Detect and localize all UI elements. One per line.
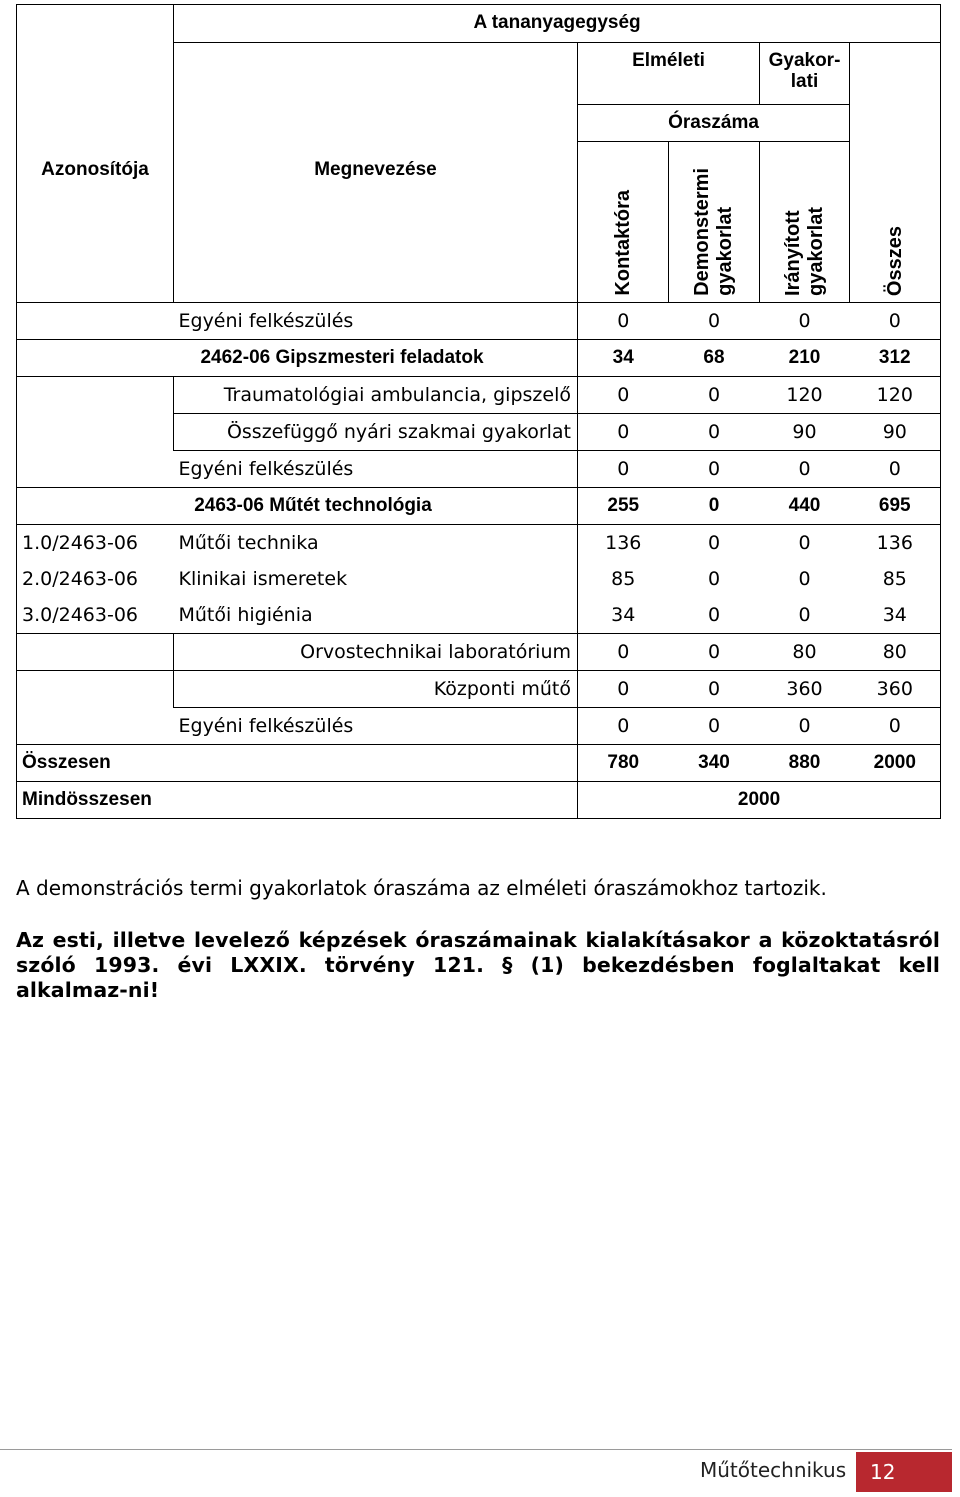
grand-total-row	[17, 782, 941, 819]
row-total: 34	[850, 597, 941, 634]
row-guided: 360	[760, 671, 850, 708]
row-id: 2.0/2463-06	[17, 561, 174, 597]
footer-title: Műtőtechnikus	[700, 1458, 847, 1482]
row-contact: 34	[578, 340, 669, 377]
row-contact: 85	[578, 561, 669, 597]
row-demo: 0	[669, 414, 760, 451]
header-demo: Demonstermi gyakorlat	[691, 168, 736, 296]
row-id: 3.0/2463-06	[17, 597, 174, 634]
header-name: Megnevezése	[174, 142, 578, 303]
row-guided: 0	[760, 303, 850, 340]
header-blank-cell	[174, 43, 578, 105]
row-guided: 0	[760, 451, 850, 488]
page-number: 12	[856, 1452, 952, 1492]
table-row	[17, 561, 941, 597]
note-evening-courses: Az esti, illetve levelező képzések óraszámainak kialakításakor a közoktatásról szóló 1993. évi LXXIX. törvény 121. § (1) bekezdésben foglaltakat kell alkalmaz-ni!	[16, 928, 940, 1002]
header-demo-cell	[669, 142, 760, 303]
header-practice: Gyakor- lati	[760, 43, 850, 105]
row-demo: 0	[669, 303, 760, 340]
header-total-cell	[850, 142, 941, 303]
row-total: 695	[850, 488, 941, 525]
row-name: Klinikai ismeretek	[174, 561, 578, 597]
row-contact: 0	[578, 414, 669, 451]
row-demo: 68	[669, 340, 760, 377]
row-guided: 0	[798, 567, 811, 590]
header-blank-cell	[17, 105, 174, 142]
row-name: Egyéni felkészülés	[174, 451, 578, 488]
row-total: 80	[850, 634, 941, 671]
header-guided-cell	[760, 142, 850, 303]
header-guided: Irányított gyakorlat	[781, 207, 827, 296]
header-id: Azonosítója	[17, 142, 174, 303]
row-name: Egyéni felkészülés	[174, 708, 578, 745]
row-contact: 136	[578, 525, 669, 562]
row-module-name: 2462-06 Gipszmesteri feladatok	[17, 340, 578, 377]
row-name: Központi műtő	[174, 671, 578, 708]
header-total: Összes	[883, 225, 906, 296]
header-blank-cell	[17, 5, 174, 43]
header-unit-title: A tananyagegység	[174, 5, 941, 43]
header-blank-cell	[17, 43, 174, 105]
row-total: 120	[850, 377, 941, 414]
totals-guided: 880	[760, 745, 850, 782]
row-guided: 0	[760, 597, 850, 634]
header-blank-cell	[850, 43, 941, 105]
row-contact: 0	[578, 634, 669, 671]
row-demo: 0	[669, 377, 760, 414]
row-guided: 0	[760, 525, 850, 562]
row-total: 0	[850, 708, 941, 745]
row-guided: 80	[760, 634, 850, 671]
row-name: Műtői technika	[174, 525, 578, 562]
totals-demo: 340	[669, 745, 760, 782]
row-demo: 0	[669, 525, 760, 562]
row-demo: 0	[669, 488, 760, 525]
header-blank-cell	[174, 105, 578, 142]
row-demo: 0	[669, 597, 760, 634]
row-name: Egyéni felkészülés	[174, 303, 578, 340]
row-demo: 0	[669, 634, 760, 671]
table-row	[17, 708, 941, 745]
curriculum-table	[16, 4, 941, 819]
header-blank-cell	[850, 105, 941, 142]
row-name: Orvostechnikai laboratórium	[174, 634, 578, 671]
row-guided: 210	[760, 340, 850, 377]
row-demo: 0	[669, 451, 760, 488]
totals-total: 2000	[850, 745, 941, 782]
row-contact: 0	[578, 451, 669, 488]
table-row	[17, 451, 941, 488]
row-total: 360	[850, 671, 941, 708]
row-demo: 0	[669, 671, 760, 708]
row-total: 90	[850, 414, 941, 451]
row-total: 0	[850, 303, 941, 340]
table-row	[17, 414, 941, 451]
row-demo: 0	[707, 567, 721, 590]
table-row	[17, 525, 941, 562]
row-id: 1.0/2463-06	[17, 525, 174, 562]
footer-divider	[0, 1449, 952, 1450]
row-contact: 0	[578, 671, 669, 708]
table-row	[17, 488, 941, 525]
table-row	[17, 303, 941, 340]
row-name: Műtői higiénia	[174, 597, 578, 634]
row-total: 0	[850, 451, 941, 488]
row-contact: 255	[578, 488, 669, 525]
table-row	[17, 597, 941, 634]
row-name: Traumatológiai ambulancia, gipszelő	[174, 377, 578, 414]
row-module-name: 2463-06 Műtét technológia	[17, 488, 578, 525]
row-total: 136	[850, 525, 941, 562]
header-contact: Kontaktóra	[611, 190, 634, 296]
note-demonstration: A demonstrációs termi gyakorlatok óraszáma az elméleti óraszámokhoz tartozik.	[16, 876, 827, 900]
table-row	[17, 377, 941, 414]
row-contact: 0	[578, 708, 669, 745]
row-total: 85	[850, 561, 941, 597]
notes	[16, 876, 940, 1003]
header-theory: Elméleti	[578, 43, 760, 105]
row-guided: 440	[760, 488, 850, 525]
row-contact: 34	[578, 597, 669, 634]
totals-contact: 780	[578, 745, 669, 782]
grand-total-value: 2000	[578, 782, 941, 819]
row-guided: 0	[760, 708, 850, 745]
row-contact: 0	[578, 377, 669, 414]
row-name: Összefüggő nyári szakmai gyakorlat	[174, 414, 578, 451]
row-guided: 90	[760, 414, 850, 451]
totals-row	[17, 745, 941, 782]
header-contact-cell	[578, 142, 669, 303]
table-row	[17, 340, 941, 377]
totals-label: Összesen	[17, 745, 578, 782]
row-guided: 120	[760, 377, 850, 414]
row-demo: 0	[669, 708, 760, 745]
row-contact: 0	[578, 303, 669, 340]
row-total: 312	[850, 340, 941, 377]
table-row	[17, 634, 941, 671]
grand-total-label: Mindösszesen	[17, 782, 578, 819]
table-row	[17, 671, 941, 708]
header-hours: Óraszáma	[578, 105, 850, 142]
